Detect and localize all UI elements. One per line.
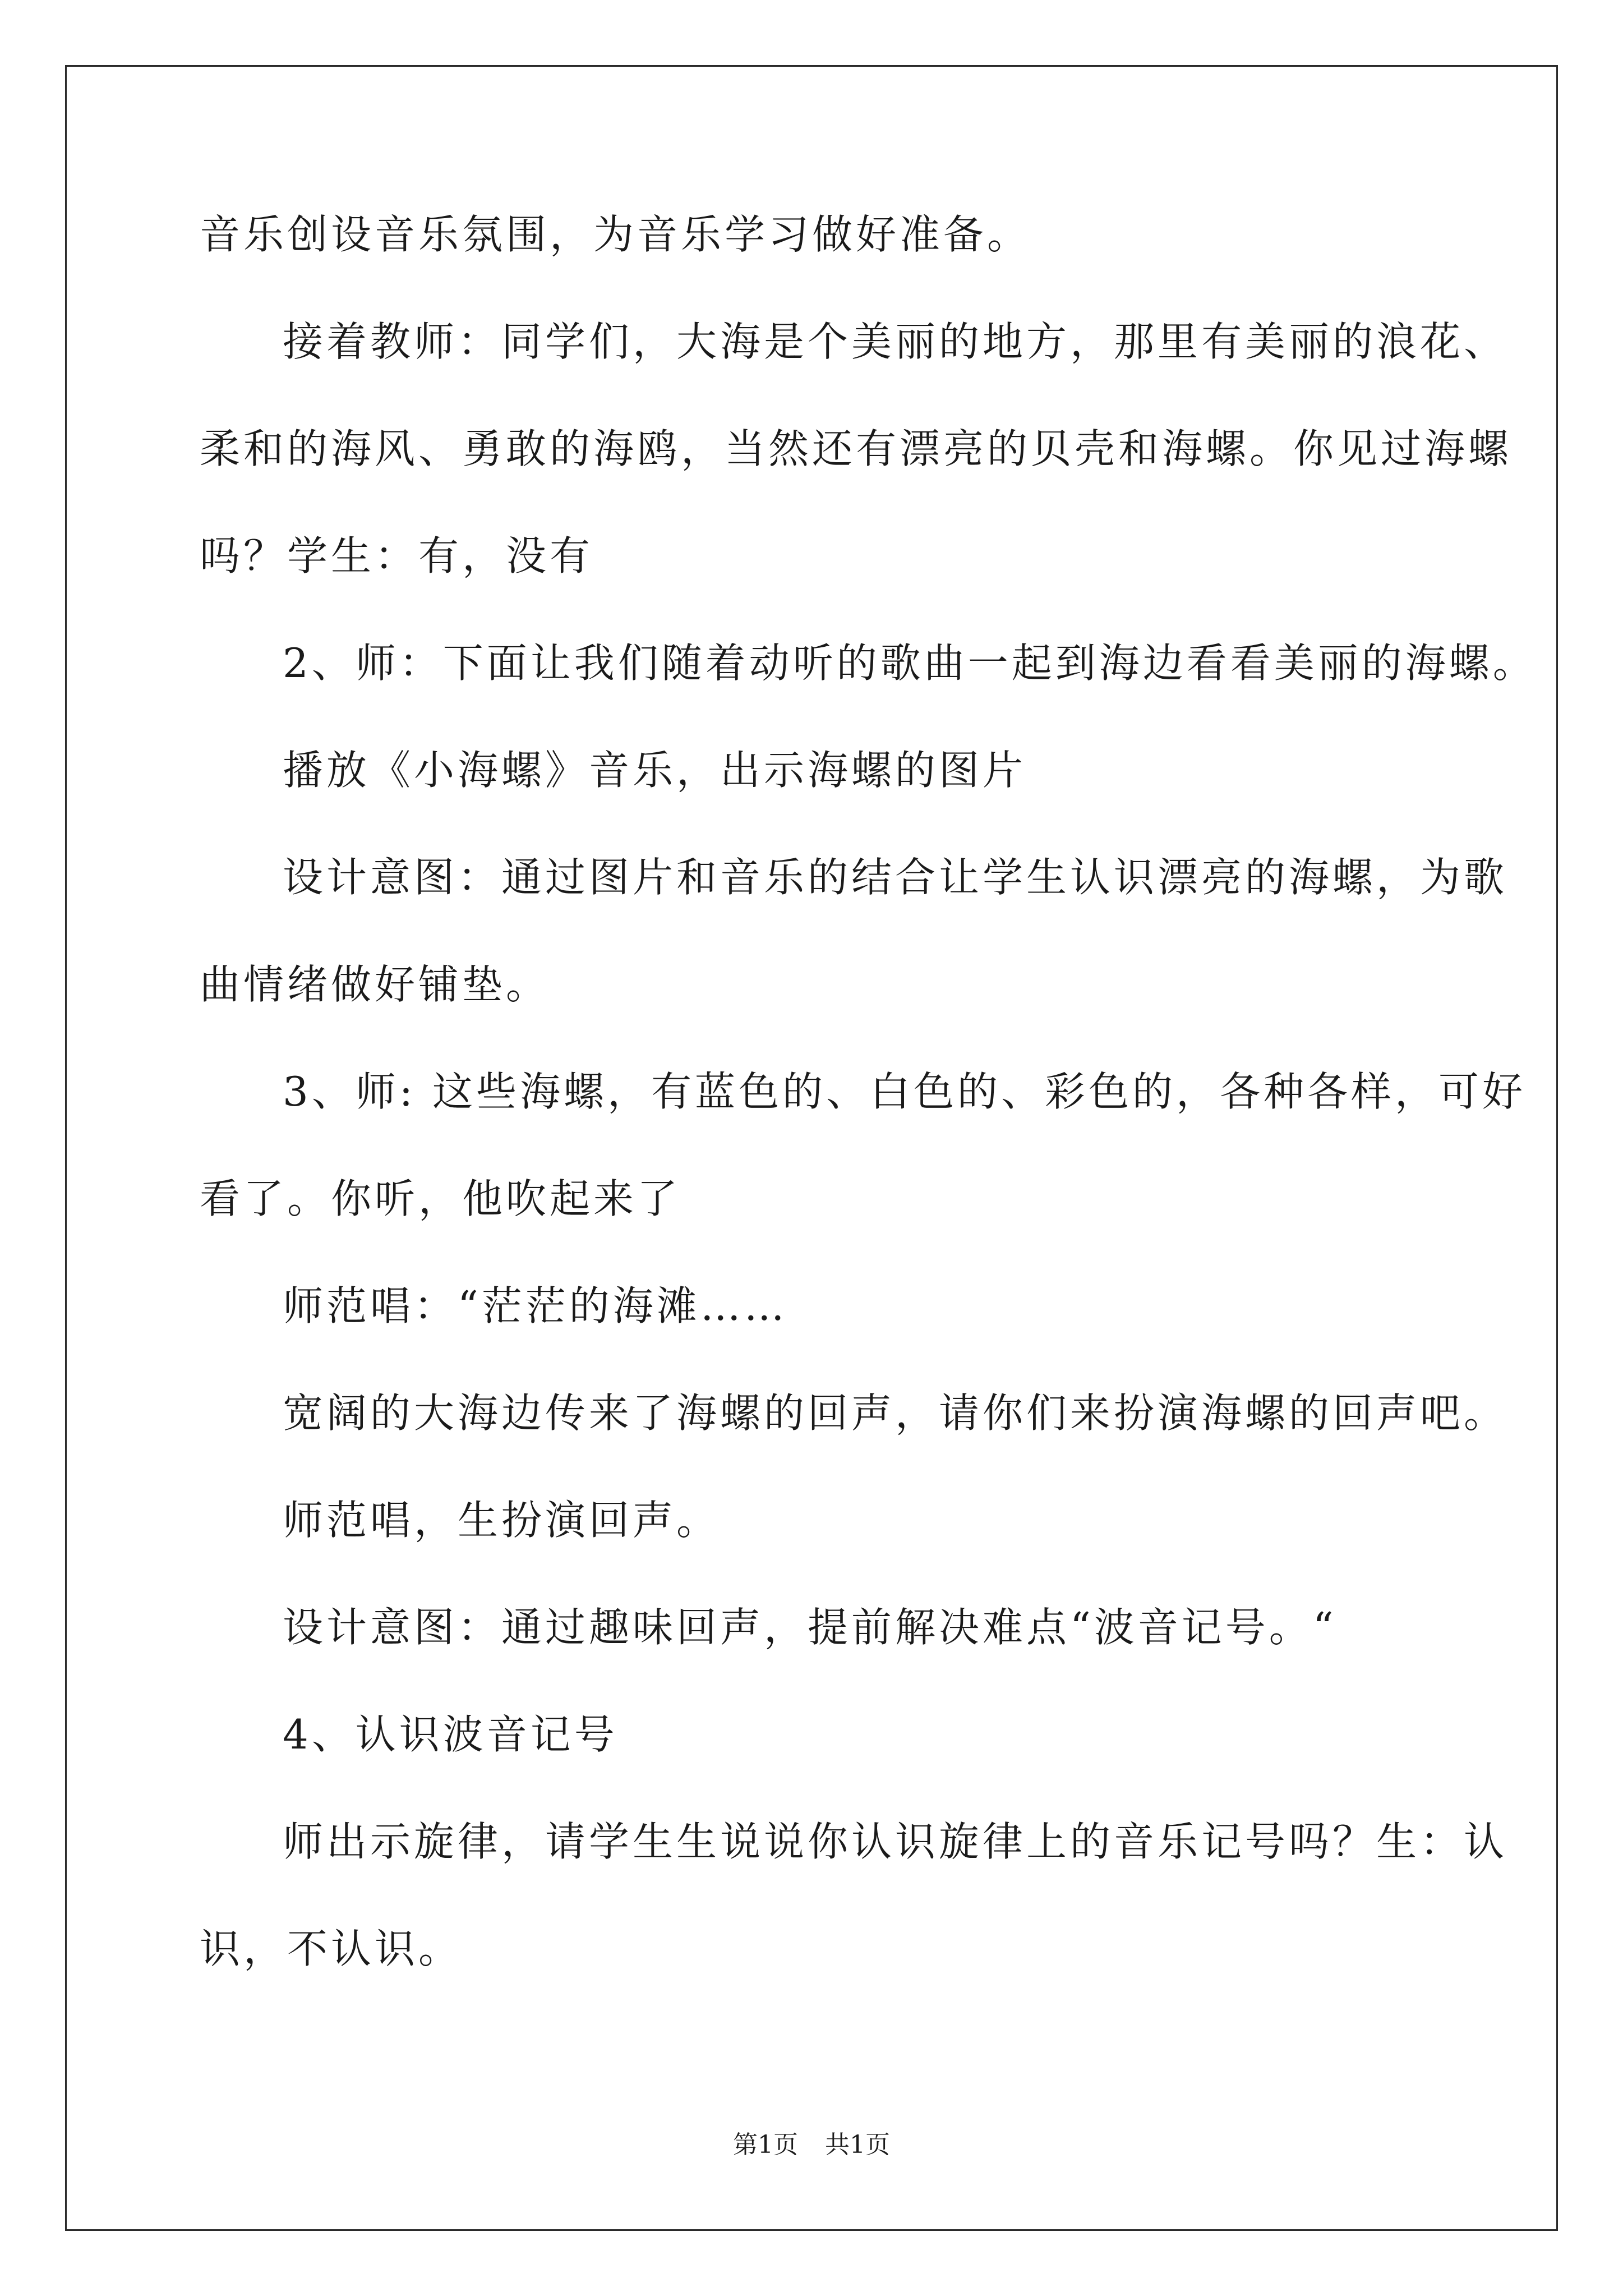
text-line: 师范唱：“茫茫的海滩…… (283, 1282, 788, 1329)
text-line: 识，不认识。 (200, 1925, 463, 1972)
text-line: 吗？学生：有，没有 (200, 532, 594, 579)
page-number-total: 共1页 (825, 2131, 890, 2159)
text-line: 看了。你听，他吹起来了 (200, 1175, 681, 1222)
text-line: 师出示旋律，请学生生说说你认识旋律上的音乐记号吗？生：认 (283, 1818, 1508, 1865)
page-number-current: 第1页 (733, 2131, 798, 2159)
text-line: 柔和的海风、勇敢的海鸥，当然还有漂亮的贝壳和海螺。你见过海螺 (200, 425, 1513, 472)
text-line: 设计意图：通过图片和音乐的结合让学生认识漂亮的海螺，为歌 (283, 854, 1508, 901)
text-line: 曲情绪做好铺垫。 (200, 961, 550, 1008)
text-line: 师范唱，生扮演回声。 (283, 1497, 721, 1544)
text-line: 2、师：下面让我们随着动听的歌曲一起到海边看看美丽的海螺。 (283, 639, 1537, 687)
text-line: 设计意图：通过趣味回声，提前解决难点“波音记号。“ (283, 1604, 1337, 1651)
page-border (65, 65, 1558, 2231)
text-line: 音乐创设音乐氛围，为音乐学习做好准备。 (200, 211, 1031, 258)
text-line: 接着教师：同学们，大海是个美丽的地方，那里有美丽的浪花、 (283, 318, 1508, 365)
text-line: 3、师: 这些海螺，有蓝色的、白色的、彩色的，各种各样，可好 (283, 1068, 1526, 1115)
page-footer (0, 2128, 1623, 2162)
text-line: 播放《小海螺》音乐，出示海螺的图片 (283, 747, 1027, 794)
text-line: 宽阔的大海边传来了海螺的回声，请你们来扮演海螺的回声吧。 (283, 1389, 1508, 1437)
text-line: 4、认识波音记号 (283, 1711, 618, 1758)
